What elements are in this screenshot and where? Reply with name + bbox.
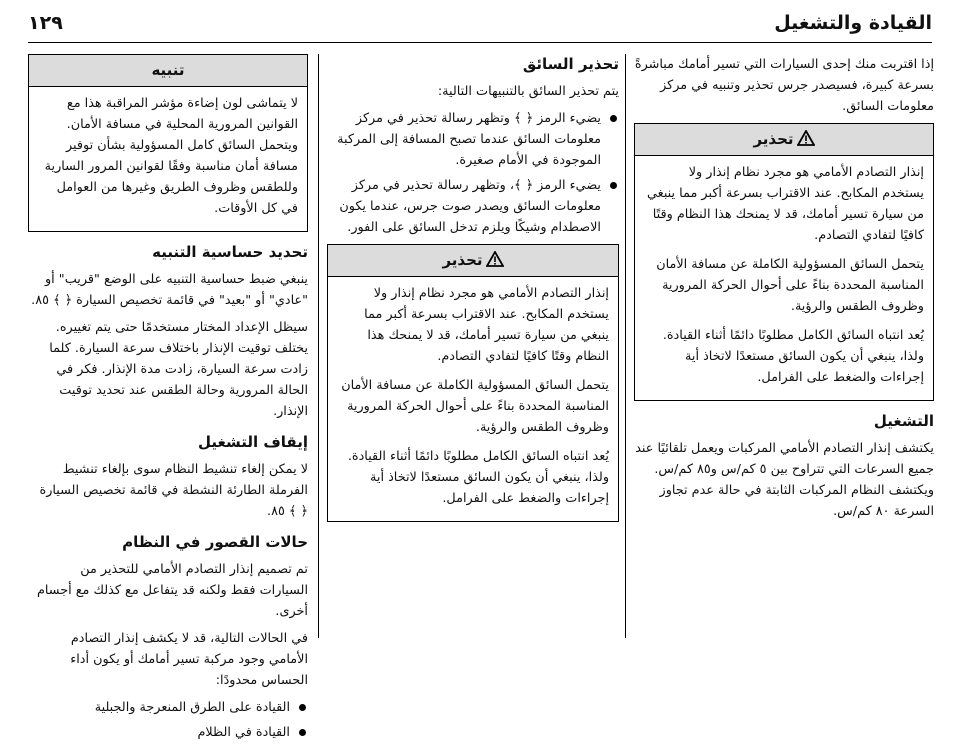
fault-text: في الحالات التالية، قد لا يكشف إنذار التصادم الأمامي وجود مركبة تسير أمامك أو يكون أداء الحساس محدودًا:	[70, 631, 308, 688]
page-header	[28, 0, 932, 46]
warning-text: يُعد انتباه السائق الكامل مطلوبًا دائمًا أثناء القيادة. ولذا، ينبغي أن يكون السائق مستعدًا لاتخاذ أية إجراءات والضغط على الفرامل.	[347, 449, 609, 506]
column-divider	[318, 54, 319, 638]
warning-text: يتحمل السائق المسؤولية الكاملة عن مسافة الأمان المناسبة المحددة بناءً على أحوال الحركة المرورية وظروف الطقس والرؤية.	[656, 257, 924, 314]
driver-alert-intro: يتم تحذير السائق بالتنبيهات التالية:	[437, 84, 619, 99]
bullet-icon	[610, 182, 617, 189]
column-middle	[327, 54, 619, 530]
warning-text: يُعد انتباه السائق الكامل مطلوبًا دائمًا أثناء القيادة. ولذا، ينبغي أن يكون السائق مستعدًا لاتخاذ أية إجراءات والضغط على الفرامل.	[662, 328, 924, 385]
deactivation-heading: إيقاف التشغيل	[198, 433, 308, 451]
warning-header	[635, 124, 933, 156]
column-left	[28, 54, 308, 747]
sensitivity-text: سيظل الإعداد المختار مستخدمًا حتى يتم تغييره. يختلف توقيت الإنذار باختلاف سرعة السيارة. كلما زادت سرعة السيارة، زادت مدة الإنذار. فكر في الحالة المرورية وحالة الطقس عند تحديد توقيت الإنذار.	[49, 320, 308, 419]
deactivation-text: لا يمكن إلغاء تنشيط النظام سوى بإلغاء تنشيط الفرملة الطارئة النشطة في قائمة تخصيص السيارة ﴿ ﴾ ٨٥.	[39, 462, 308, 519]
list-item: القيادة في الظلام	[28, 722, 308, 743]
warning-text: إنذار التصادم الأمامي هو مجرد نظام إنذار ولا يستخدم المكابح. عند الاقتراب بسرعة أكبر مما ينبغي من سيارة تسير أمامك، قد لا يمنحك هذا النظام وقتًا كافيًا لتفادي التصادم.	[364, 286, 609, 364]
warning-box	[327, 244, 619, 522]
note-header: تنبيه	[29, 55, 307, 87]
driver-alert-heading: تحذير السائق	[522, 55, 619, 73]
note-text: لا يتماشى لون إضاءة مؤشر المراقبة هذا مع القوانين المرورية المحلية في مسافة الأمان. ويتحمل السائق كامل المسؤولية بشأن توفير مسافة أمان مناسبة وفقًا لقوانين المرور السارية وللطقس وظروف الطريق وغيرها من العوامل في كل الأوقات.	[44, 96, 298, 216]
alert-list	[327, 108, 619, 238]
column-right	[634, 54, 934, 528]
header-rule	[28, 42, 932, 43]
note-box	[28, 54, 308, 232]
sensitivity-heading: تحديد حساسية التنبيه	[152, 243, 308, 261]
list-item: يضيء الرمز ﴿ ﴾، وتظهر رسالة تحذير في مركز معلومات السائق ويصدر صوت جرس، عندما يكون الاصطدام وشيكًا ويلزم تدخل السائق على الفور.	[327, 175, 619, 238]
page-number: ١٢٩	[28, 12, 63, 34]
sensitivity-text: ينبغي ضبط حساسية التنبيه على الوضع "قريب" أو "عادي" أو "بعيد" في قائمة تخصيص السيارة ﴿ ﴾ ٨٥.	[31, 272, 308, 308]
bullet-icon	[299, 729, 306, 736]
bullet-icon	[610, 115, 617, 122]
list-item: القيادة على الطرق المنعرجة والجبلية	[28, 697, 308, 718]
warning-box	[634, 123, 934, 401]
list-item: يضيء الرمز ﴿ ﴾ وتظهر رسالة تحذير في مركز معلومات السائق عندما تصبح المسافة إلى المركبة الموجودة في الأمام صغيرة.	[327, 108, 619, 171]
intro-paragraph: إذا اقتربت منك إحدى السيارات التي تسير أمامك مباشرةً بسرعة كبيرة، فسيصدر جرس تحذير وتنبيه في مركز معلومات السائق.	[634, 57, 934, 114]
warning-text: إنذار التصادم الأمامي هو مجرد نظام إنذار ولا يستخدم المكابح. عند الاقتراب بسرعة أكبر مما ينبغي من سيارة تسير أمامك، قد لا يمنحك هذا النظام وقتًا كافيًا لتفادي التصادم.	[646, 165, 924, 243]
fault-text: تم تصميم إنذار التصادم الأمامي للتحذير من السيارات فقط ولكنه قد يتفاعل مع كذلك مع أجسام أخرى.	[36, 562, 308, 619]
column-divider	[625, 54, 626, 638]
warning-label: تحذير	[442, 251, 483, 269]
fault-list	[28, 697, 308, 743]
warning-text: يتحمل السائق المسؤولية الكاملة عن مسافة الأمان المناسبة المحددة بناءً على أحوال الحركة المرورية وظروف الطقس والرؤية.	[341, 378, 609, 435]
activation-heading: التشغيل	[873, 412, 934, 430]
section-title: القيادة والتشغيل	[774, 12, 932, 34]
warning-header	[328, 245, 618, 277]
warning-triangle-icon	[486, 251, 504, 267]
warning-triangle-icon	[797, 130, 815, 146]
warning-label: تحذير	[753, 130, 794, 148]
activation-text: يكتشف إنذار التصادم الأمامي المركبات ويعمل تلقائيًا عند جميع السرعات التي تتراوح بين ٥ كم/س و٨٥ كم/س. ويكتشف النظام المركبات الثابتة في حالة عدم تجاوز السرعة ٨٠ كم/س.	[635, 441, 934, 519]
fault-heading: حالات القصور في النظام	[122, 533, 308, 551]
bullet-icon	[299, 704, 306, 711]
